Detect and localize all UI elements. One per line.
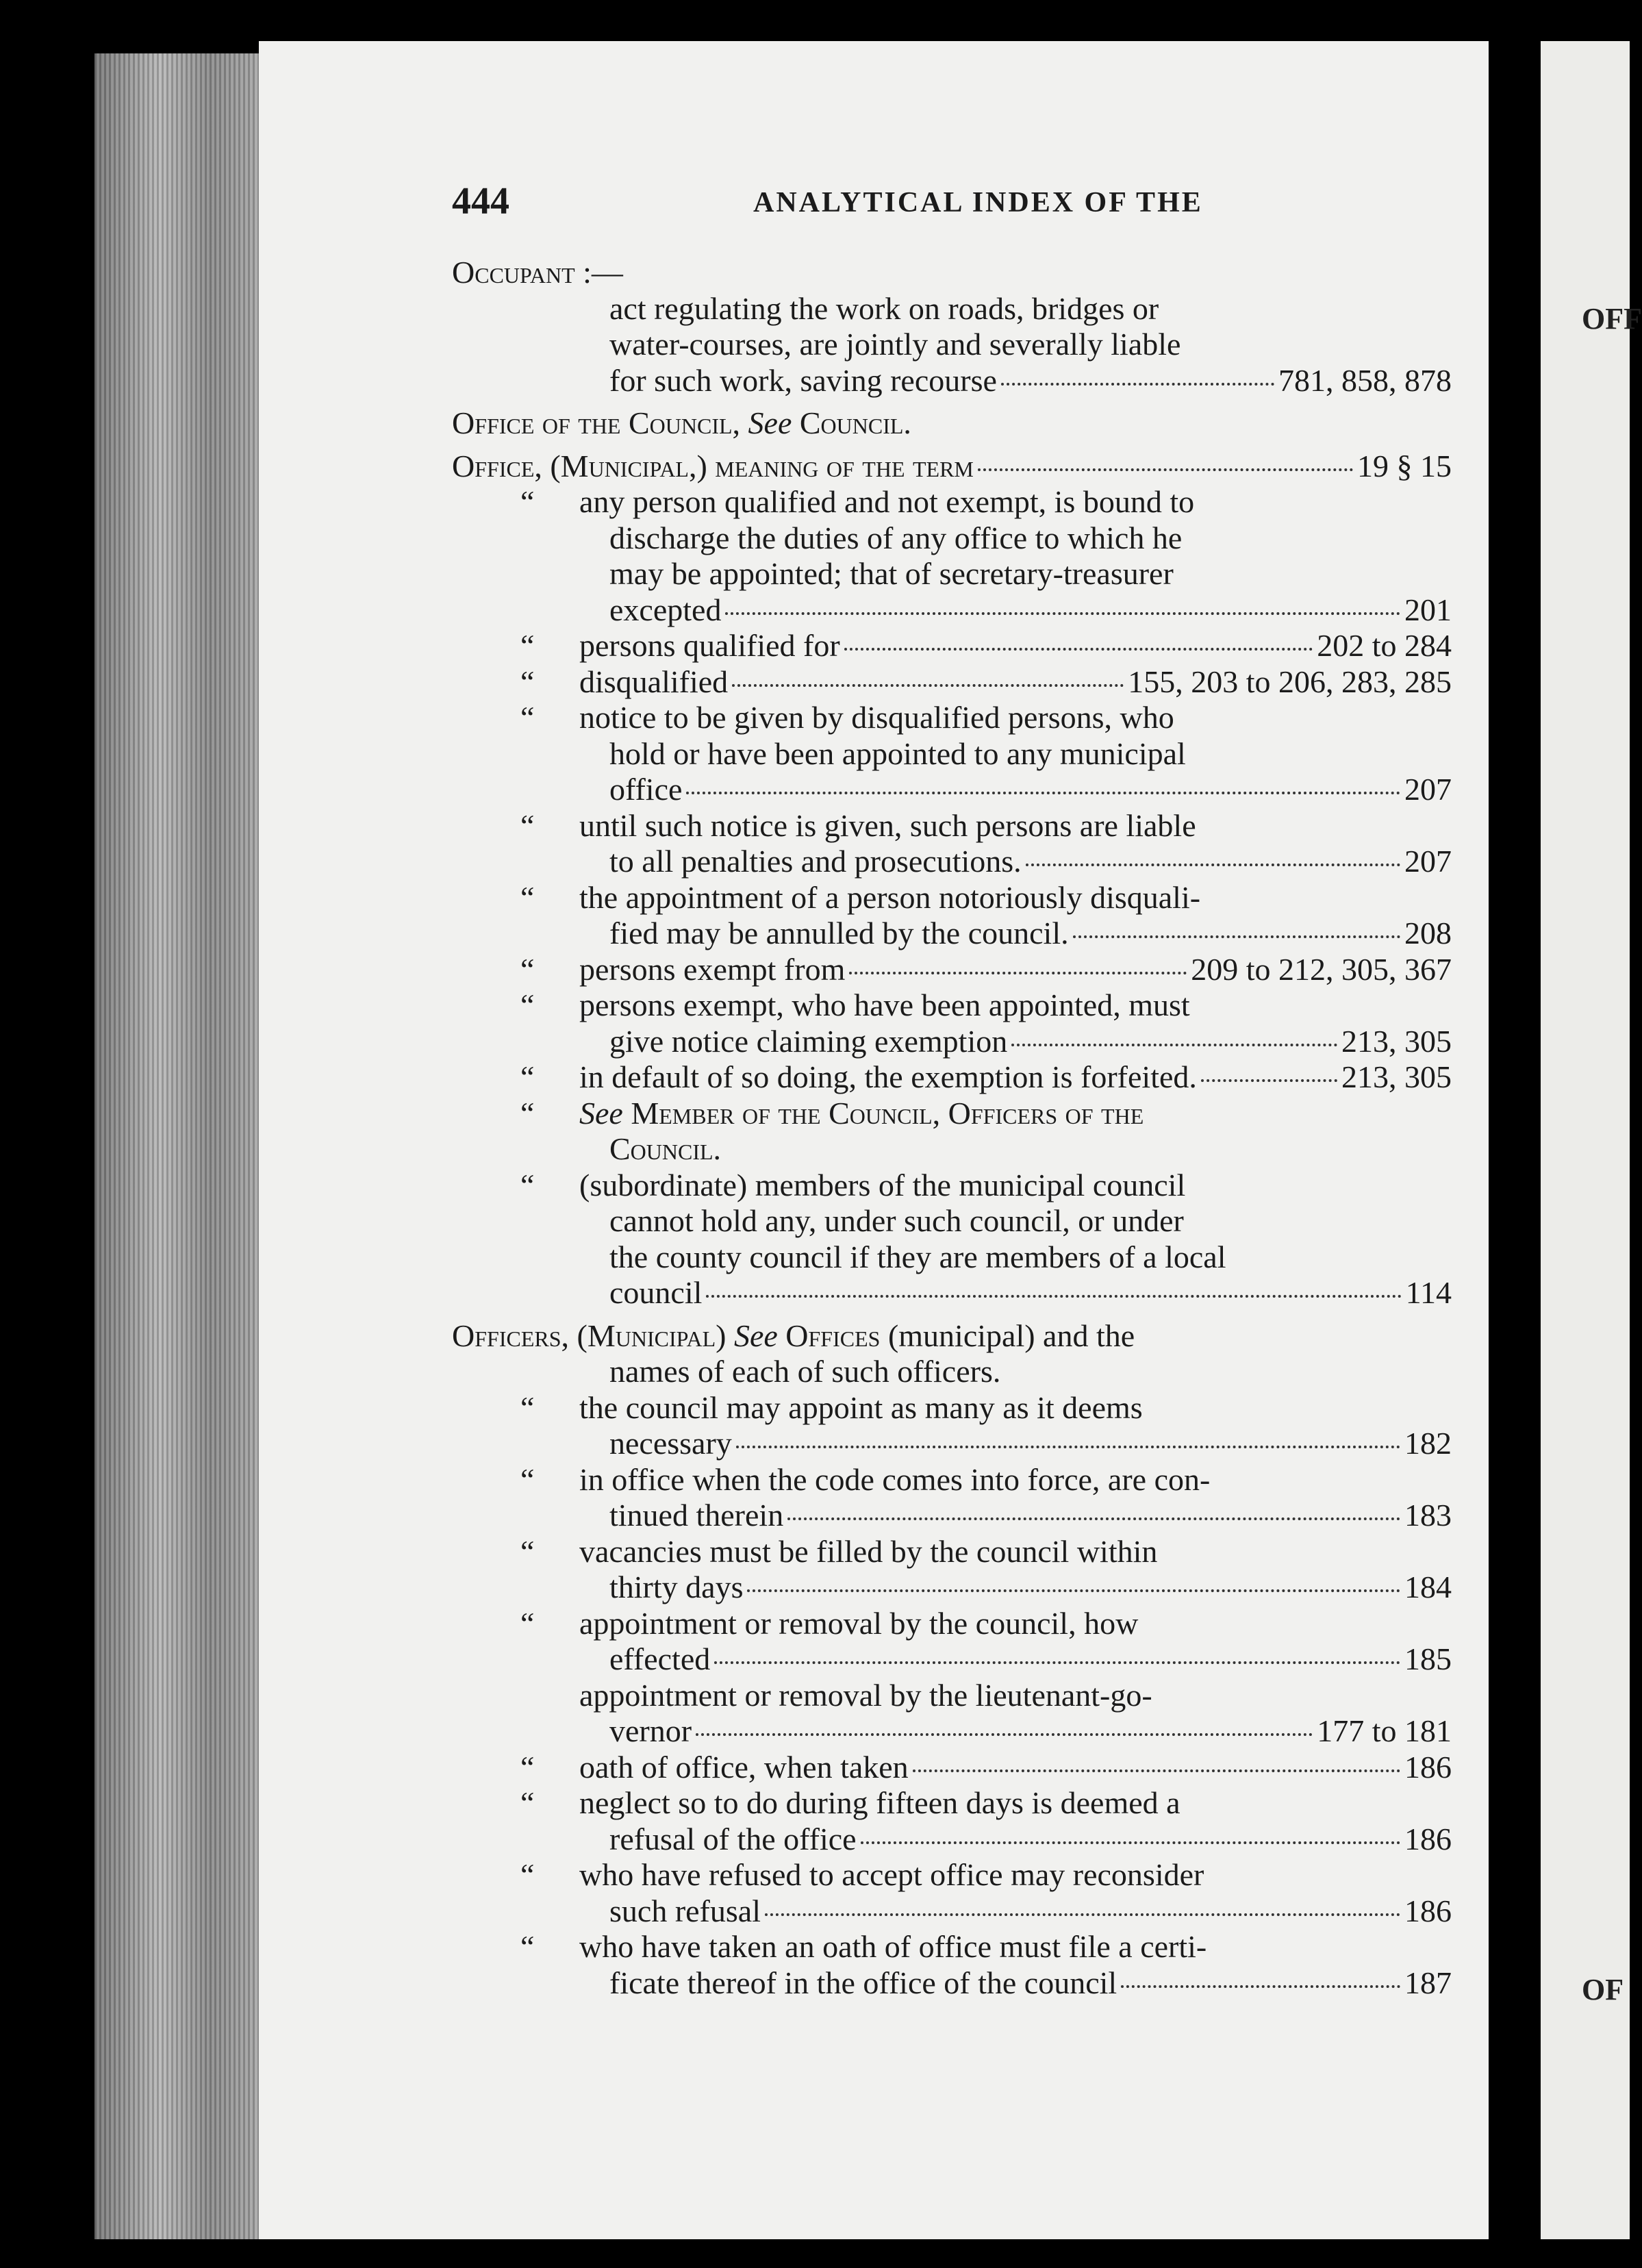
facing-page-fragment: OFF xyxy=(1582,302,1642,336)
page-reference: 186 xyxy=(1404,1893,1452,1928)
entry-text: effected xyxy=(609,1641,711,1676)
index-line-with-reference xyxy=(452,916,1452,952)
index-entry xyxy=(452,987,1452,1059)
heading-term: Office of the Council, xyxy=(452,405,741,440)
entry-text: for such work, saving recourse xyxy=(609,362,997,398)
index-line-with-reference xyxy=(452,1713,1452,1750)
heading-term: Office, (Municipal,) meaning of the term xyxy=(452,448,974,483)
index-entry xyxy=(452,1785,1452,1857)
index-entry xyxy=(452,1059,1452,1096)
index-line-with-reference xyxy=(452,772,1452,808)
leader-dots xyxy=(732,684,1124,687)
index-line: who have refused to accept office may reconsider xyxy=(579,1857,1204,1892)
entry-text: thirty days xyxy=(609,1570,744,1604)
index-line: cannot hold any, under such council, or under xyxy=(609,1203,1184,1238)
page-reference: 202 to 284 xyxy=(1317,628,1452,663)
leader-dots xyxy=(1201,1079,1337,1082)
page-reference: 19 § 15 xyxy=(1357,448,1452,483)
entry-text: give notice claiming exemption xyxy=(609,1023,1008,1059)
page-reference: 781, 858, 878 xyxy=(1278,362,1452,398)
index-line: neglect so to do during fifteen days is deemed a xyxy=(579,1785,1180,1820)
page-reference: 155, 203 to 206, 283, 285 xyxy=(1128,664,1452,699)
index-entry xyxy=(452,1318,1452,1390)
entry-text: refusal of the office xyxy=(609,1821,857,1856)
index-line-with-reference xyxy=(452,664,1452,701)
index-line: the council may appoint as many as it deems xyxy=(579,1389,1143,1425)
ditto-mark: “ xyxy=(520,664,535,699)
index-entry xyxy=(452,1857,1452,1929)
index-line: the appointment of a person notoriously disquali- xyxy=(579,879,1201,915)
leader-dots xyxy=(686,792,1400,794)
index-line: appointment or removal by the lieutenant-go- xyxy=(579,1677,1152,1713)
leader-dots xyxy=(1073,935,1400,938)
leader-dots xyxy=(861,1841,1400,1844)
ditto-mark: “ xyxy=(520,1095,535,1131)
page-reference: 186 xyxy=(1404,1821,1452,1856)
index-line: vacancies must be filled by the council within xyxy=(579,1533,1158,1569)
page-reference: 201 xyxy=(1404,592,1452,627)
index-entry xyxy=(452,1168,1452,1311)
index-line-with-reference xyxy=(452,1275,1452,1311)
index-entry xyxy=(452,1929,1452,2001)
index-heading: Occupant :— xyxy=(452,255,623,290)
ditto-mark: “ xyxy=(520,1749,535,1785)
entry-text: oath of office, when taken xyxy=(579,1749,909,1785)
heading-rest: (municipal) and the xyxy=(887,1318,1135,1353)
leader-dots xyxy=(913,1769,1400,1772)
page-reference: 213, 305 xyxy=(1341,1059,1452,1094)
entry-text: ficate thereof in the office of the council xyxy=(609,1965,1117,2000)
index-line: notice to be given by disqualified persons, who xyxy=(579,700,1174,735)
index-line: any person qualified and not exempt, is bound to xyxy=(579,484,1195,519)
heading-continued: names of each of such officers. xyxy=(609,1354,1001,1389)
index-entry xyxy=(452,808,1452,880)
leader-dots xyxy=(696,1733,1313,1736)
ditto-mark: “ xyxy=(520,987,535,1022)
entry-text: persons exempt from xyxy=(579,951,846,987)
entry-text: such refusal xyxy=(609,1893,761,1928)
entry-text: to all penalties and prosecutions. xyxy=(609,844,1022,879)
see-target: Council. xyxy=(799,405,911,440)
index-entry xyxy=(452,405,1452,442)
facing-page-fragment: OF xyxy=(1582,1973,1624,2006)
leader-dots xyxy=(1026,864,1400,866)
ditto-mark: “ xyxy=(520,1059,535,1094)
index-entry xyxy=(452,700,1452,808)
leader-dots xyxy=(725,612,1400,615)
page-reference: 185 xyxy=(1404,1641,1452,1676)
index-entry xyxy=(452,1462,1452,1534)
index-line-with-reference xyxy=(452,1965,1452,2002)
leader-dots xyxy=(1121,1985,1400,1988)
entry-text: council xyxy=(609,1275,703,1310)
index-line-with-reference xyxy=(452,363,1452,399)
index-line: persons exempt, who have been appointed, must xyxy=(579,987,1190,1022)
ditto-mark: “ xyxy=(520,1605,535,1641)
entry-text: persons qualified for xyxy=(579,628,840,663)
index-line: appointment or removal by the council, how xyxy=(579,1605,1139,1641)
leader-dots xyxy=(736,1446,1400,1448)
facing-page-edge xyxy=(1541,41,1642,2239)
index-line-with-reference xyxy=(452,628,1452,664)
page-reference: 177 to 181 xyxy=(1317,1713,1452,1748)
ditto-mark: “ xyxy=(520,628,535,663)
index-entries xyxy=(452,255,1452,2001)
index-heading xyxy=(452,405,1452,442)
leader-dots xyxy=(849,972,1187,974)
page-reference: 184 xyxy=(1404,1570,1452,1604)
index-heading-with-reference xyxy=(452,449,1452,485)
index-line-with-reference xyxy=(452,1893,1452,1930)
page-reference: 186 xyxy=(1404,1749,1452,1785)
index-line: who have taken an oath of office must file a certi- xyxy=(579,1929,1207,1964)
index-entry xyxy=(452,484,1452,628)
leader-dots xyxy=(747,1589,1400,1592)
entry-text: necessary xyxy=(609,1426,732,1461)
entry-text: tinued therein xyxy=(609,1498,784,1533)
index-entry xyxy=(452,880,1452,952)
index-entry xyxy=(452,449,1452,485)
index-entry xyxy=(452,952,1452,988)
leader-dots xyxy=(765,1913,1400,1916)
page-reference: 114 xyxy=(1405,1275,1452,1310)
page-reference: 207 xyxy=(1404,772,1452,807)
index-line-with-reference xyxy=(452,1750,1452,1786)
index-entry xyxy=(452,1750,1452,1786)
index-line-with-reference xyxy=(452,592,1452,629)
index-entry xyxy=(452,628,1452,664)
entry-text: excepted xyxy=(609,592,722,627)
ditto-mark: “ xyxy=(520,1857,535,1892)
page-header xyxy=(452,179,1411,227)
page-reference: 213, 305 xyxy=(1341,1023,1452,1059)
page-reference: 182 xyxy=(1404,1426,1452,1461)
leader-dots xyxy=(1011,1044,1337,1046)
ditto-mark: “ xyxy=(520,879,535,915)
index-line-with-reference xyxy=(452,1024,1452,1060)
leader-dots xyxy=(844,648,1313,651)
page-reference: 208 xyxy=(1404,916,1452,950)
leader-dots xyxy=(787,1517,1400,1520)
index-entry xyxy=(452,1390,1452,1462)
index-line-with-reference xyxy=(452,1498,1452,1534)
ditto-mark: “ xyxy=(520,700,535,735)
entry-text: vernor xyxy=(609,1713,692,1748)
index-heading xyxy=(452,1318,1452,1354)
index-entry xyxy=(452,255,1452,291)
index-entry xyxy=(452,363,1452,399)
index-entry xyxy=(452,1678,1452,1750)
running-head: ANALYTICAL INDEX OF THE xyxy=(753,187,1203,218)
index-entry xyxy=(452,1096,1452,1168)
index-line: hold or have been appointed to any municipal xyxy=(609,735,1186,771)
index-line: act regulating the work on roads, bridges or xyxy=(609,290,1159,326)
see-label: See xyxy=(740,405,800,440)
index-line-with-reference xyxy=(452,1822,1452,1858)
index-line: (subordinate) members of the municipal council xyxy=(579,1167,1186,1202)
see-target-continued: Council. xyxy=(609,1131,722,1166)
ditto-mark: “ xyxy=(520,484,535,519)
index-line: water-courses, are jointly and severally liable xyxy=(609,327,1181,362)
index-line-with-reference xyxy=(452,1570,1452,1606)
index-line: until such notice is given, such persons are liable xyxy=(579,807,1196,843)
index-entry xyxy=(452,664,1452,701)
index-line-with-reference xyxy=(452,1059,1452,1096)
index-line-with-reference xyxy=(452,844,1452,880)
see-reference-line xyxy=(452,1096,1452,1132)
see-target: Member of the Council, Officers of the xyxy=(631,1095,1144,1131)
see-label: See xyxy=(733,1318,786,1353)
index-line: may be appointed; that of secretary-treasurer xyxy=(609,556,1174,591)
entry-text: disqualified xyxy=(579,664,729,699)
index-line-with-reference xyxy=(452,1641,1452,1678)
leader-dots xyxy=(706,1295,1401,1298)
index-line-with-reference xyxy=(452,952,1452,988)
ditto-mark: “ xyxy=(520,807,535,843)
ditto-mark: “ xyxy=(520,1929,535,1964)
ditto-mark: “ xyxy=(520,1461,535,1497)
page-reference: 207 xyxy=(1404,844,1452,879)
index-line: the county council if they are members of a local xyxy=(609,1239,1226,1274)
leader-dots xyxy=(978,468,1353,471)
leader-dots xyxy=(714,1661,1400,1664)
index-line: discharge the duties of any office to which he xyxy=(609,520,1183,555)
page-reference: 187 xyxy=(1404,1965,1452,2000)
page-number: 444 xyxy=(452,180,509,223)
ditto-mark: “ xyxy=(520,1533,535,1569)
entry-text: in default of so doing, the exemption is forfeited. xyxy=(579,1059,1197,1094)
page-reference: 209 to 212, 305, 367 xyxy=(1191,951,1452,987)
index-entry xyxy=(452,1606,1452,1678)
see-label: See xyxy=(579,1095,631,1131)
heading-term: Officers, (Municipal) xyxy=(452,1318,734,1353)
ditto-mark: “ xyxy=(520,1785,535,1820)
see-target: Offices xyxy=(785,1318,888,1353)
index-line-with-reference xyxy=(452,1426,1452,1462)
index-entry xyxy=(452,291,1452,363)
book-page-edges xyxy=(94,53,259,2239)
entry-text: fied may be annulled by the council. xyxy=(609,916,1069,950)
leader-dots xyxy=(1001,383,1274,386)
entry-text: office xyxy=(609,772,683,807)
page-reference: 183 xyxy=(1404,1498,1452,1533)
ditto-mark: “ xyxy=(520,951,535,987)
ditto-mark: “ xyxy=(520,1167,535,1202)
index-line: in office when the code comes into force, are con- xyxy=(579,1461,1211,1497)
index-entry xyxy=(452,1534,1452,1606)
ditto-mark: “ xyxy=(520,1389,535,1425)
